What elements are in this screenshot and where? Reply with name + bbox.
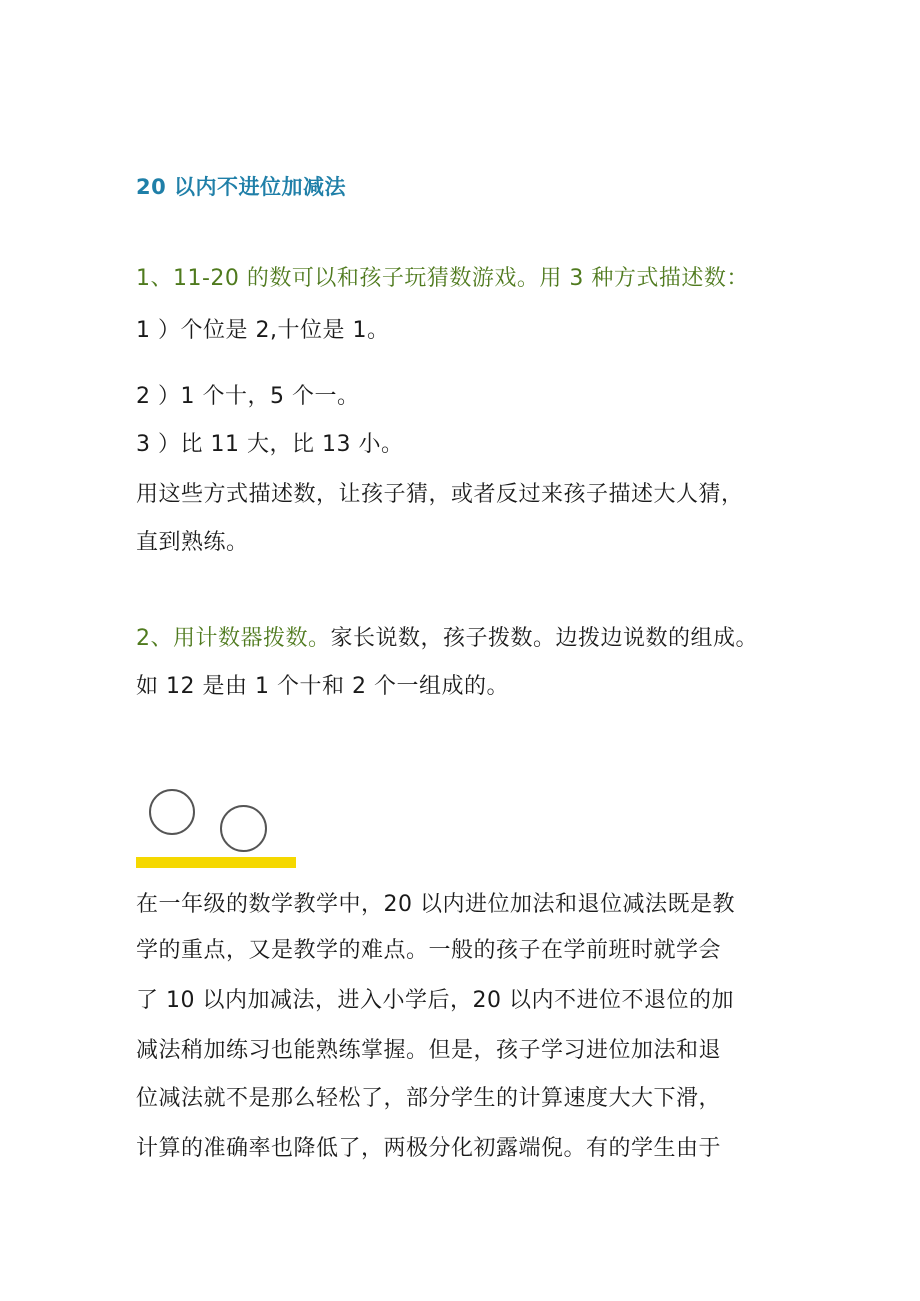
body-paragraph-line-1: 在一年级的数学教学中，20 以内进位加法和退位减法既是教 xyxy=(136,892,735,917)
section1-paragraph-line-2: 直到熟练。 xyxy=(136,530,249,555)
section2-line-1 xyxy=(136,624,758,654)
section1-item-3: 3 ）比 11 大，比 13 小。 xyxy=(136,432,404,457)
body-paragraph-line-5: 位减法就不是那么轻松了，部分学生的计算速度大大下滑， xyxy=(136,1086,722,1111)
section1-heading: 1、11-20 的数可以和孩子玩猜数游戏。用 3 种方式描述数： xyxy=(136,266,749,291)
section2-heading: 2、用计数器拨数。 xyxy=(136,626,331,651)
section1-item-2: 2 ）1 个十，5 个一。 xyxy=(136,384,360,409)
decorative-circle-icon xyxy=(149,789,195,835)
section2-line-2: 如 12 是由 1 个十和 2 个一组成的。 xyxy=(136,674,509,699)
section1-item-1: 1 ）个位是 2,十位是 1。 xyxy=(136,318,390,343)
section2-heading-rest: 家长说数，孩子拨数。边拨边说数的组成。 xyxy=(330,626,759,651)
decorative-divider-bar xyxy=(136,857,296,868)
page-title: 20 以内不进位加减法 xyxy=(136,175,347,199)
decorative-circle-icon xyxy=(220,805,267,852)
body-paragraph-line-4: 减法稍加练习也能熟练掌握。但是，孩子学习进位加法和退 xyxy=(136,1038,722,1063)
body-paragraph-line-6: 计算的准确率也降低了，两极分化初露端倪。有的学生由于 xyxy=(136,1136,722,1161)
body-paragraph-line-3: 了 10 以内加减法，进入小学后，20 以内不进位不退位的加 xyxy=(136,988,734,1013)
body-paragraph-line-2: 学的重点，又是教学的难点。一般的孩子在学前班时就学会 xyxy=(136,938,722,963)
section1-paragraph-line-1: 用这些方式描述数，让孩子猜，或者反过来孩子描述大人猜， xyxy=(136,482,744,507)
